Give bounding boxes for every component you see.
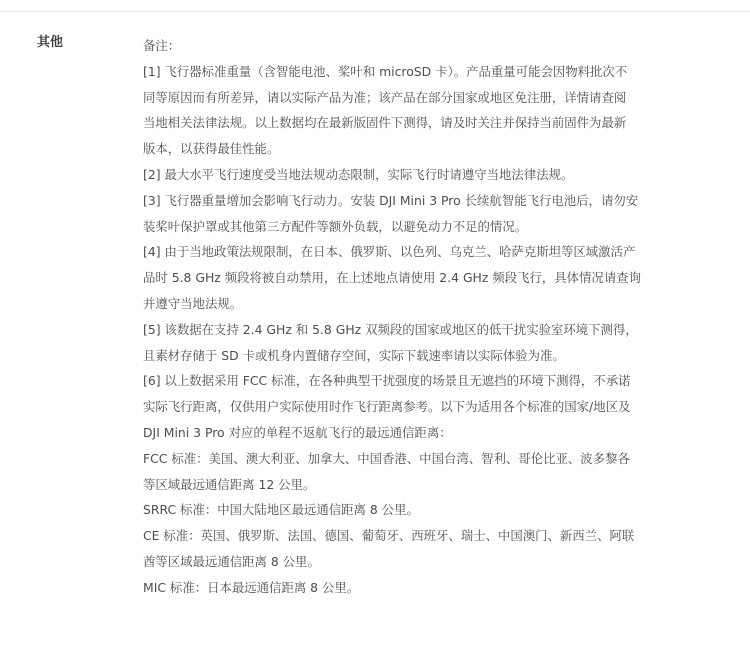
note-line: 实际飞行距离，仅供用户实际使用时作飞行距离参考。以下为适用各个标准的国家/地区及 [143,399,631,415]
note-line: CE 标准：英国、俄罗斯、法国、德国、葡萄牙、西班牙、瑞士、中国澳门、新西兰、阿联 [143,528,635,544]
notes-heading: 备注： [143,38,181,53]
note-fcc [143,446,683,498]
note-line: 等区域最远通信距离 12 公里。 [143,476,316,492]
note-line: DJI Mini 3 Pro 对应的单程不返航飞行的最远通信距离： [143,424,452,440]
note-6 [143,368,683,445]
note-line: [5] 该数据在支持 2.4 GHz 和 5.8 GHz 双频段的国家或地区的低干扰实验室环境下测得， [143,321,638,337]
note-line: SRRC 标准：中国大陆地区最远通信距离 8 公里。 [143,502,419,518]
note-line: 且素材存储于 SD 卡或机身内置储存空间，实际下载速率请以实际体验为准。 [143,347,565,363]
note-line: 当地相关法律法规。以上数据均在最新版固件下测得，请及时关注并保持当前固件为最新 [143,115,627,131]
note-5 [143,317,683,369]
note-line: [1] 飞行器标准重量（含智能电池、桨叶和 microSD 卡）。产品重量可能会因物料批次不 [143,63,628,79]
note-line: 品时 5.8 GHz 频段将被自动禁用，在上述地点请使用 2.4 GHz 频段飞行，具体情况请查询 [143,270,641,286]
note-line: 同等原因而有所差异，请以实际产品为准；该产品在部分国家或地区免注册，详情请查阅 [143,89,627,105]
note-line: [4] 由于当地政策法规限制，在日本、俄罗斯、以色列、乌克兰、哈萨克斯坦等区域激活产 [143,244,636,260]
top-divider [0,11,750,12]
note-2 [143,162,683,188]
note-4 [143,239,683,316]
note-line: [6] 以上数据采用 FCC 标准，在各种典型干扰强度的场景且无遮挡的环境下测得，不承诺 [143,373,631,389]
note-ce [143,523,683,575]
note-1 [143,59,683,162]
section-label: 其他 [37,35,64,50]
note-line: 版本，以获得最佳性能。 [143,141,280,157]
note-mic [143,575,683,601]
note-line: [2] 最大水平飞行速度受当地法规动态限制，实际飞行时请遵守当地法律法规。 [143,166,574,182]
note-line: FCC 标准：美国、澳大利亚、加拿大、中国香港、中国台湾、智利、哥伦比亚、波多黎各 [143,450,630,466]
note-line: 装桨叶保护罩或其他第三方配件等额外负载，以避免动力不足的情况。 [143,218,528,234]
note-line: 酋等区域最远通信距离 8 公里。 [143,553,320,569]
note-line: MIC 标准：日本最远通信距离 8 公里。 [143,579,360,595]
note-line: [3] 飞行器重量增加会影响飞行动力。安装 DJI Mini 3 Pro 长续航智能飞行电池后，请勿安 [143,192,639,208]
note-line: 并遵守当地法规。 [143,295,243,311]
notes-block [143,33,683,601]
note-srrc [143,497,683,523]
note-3 [143,188,683,240]
